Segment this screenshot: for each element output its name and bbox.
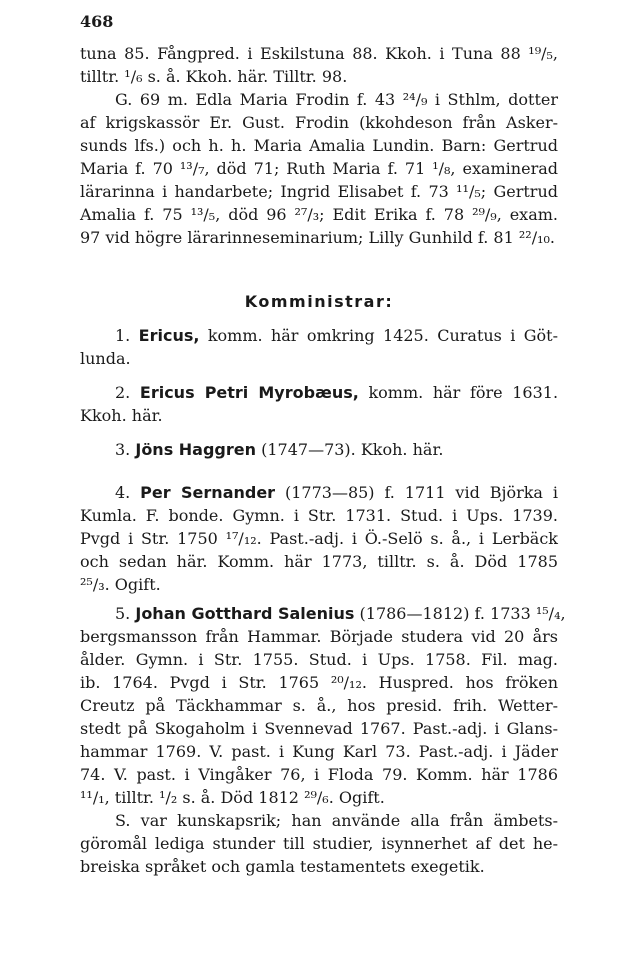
entry-4 (80, 481, 558, 596)
text-line: ²⁵/₃. Ogift. (80, 575, 161, 594)
entry-text: komm. här omkring 1425. Curatus i Göt- (207, 326, 559, 345)
text-line: tilltr. ¹/₆ s. å. Kkoh. här. Tilltr. 98. (80, 67, 348, 86)
text-line: Creutz på Täckhammar s. å., hos presid. frih. Wetter- (80, 696, 558, 715)
text-line (80, 438, 558, 461)
paragraph-tuna (80, 42, 558, 88)
entry-number: 2. (115, 383, 131, 402)
text-line: tuna 85. Fångpred. i Eskilstuna 88. Kkoh. i Tuna 88 ¹⁹/₅, (80, 44, 558, 63)
text-line: S. var kunskapsrik; han använde alla från ämbets- (115, 811, 558, 830)
paragraph-closing (80, 809, 558, 878)
text-line: bergsmansson från Hammar. Började studera vid 20 års (80, 627, 558, 646)
text-line: breiska språket och gamla testamentets exegetik. (80, 857, 485, 876)
entry-name: Ericus Petri Myrobæus, (139, 383, 359, 402)
entry-number: 3. (115, 440, 131, 459)
text-line: lärarinna i handarbete; Ingrid Elisabet f. 73 ¹¹/₅; Gertrud (80, 182, 558, 201)
text-line: Maria f. 70 ¹³/₇, död 71; Ruth Maria f. 71 ¹/₈, examinerad (80, 159, 558, 178)
text-line: Amalia f. 75 ¹³/₅, död 96 ²⁷/₃; Edit Erika f. 78 ²⁹/₉, exam. (80, 205, 558, 224)
section-heading: Komministrar: (244, 292, 394, 311)
entry-text: komm. här före 1631. (368, 383, 559, 402)
text-line: och sedan här. Komm. här 1773, tilltr. s. å. Död 1785 (80, 552, 558, 571)
entry-number: 5. (115, 604, 131, 623)
entry-name: Johan Gotthard Salenius (135, 604, 355, 623)
text-line: 97 vid högre lärarinneseminarium; Lilly Gunhild f. 81 ²²/₁₀. (80, 228, 555, 247)
text-line: ¹¹/₁, tilltr. ¹/₂ s. å. Död 1812 ²⁹/₆. Ogift. (80, 788, 385, 807)
text-line (80, 481, 558, 504)
text-line: hammar 1769. V. past. i Kung Karl 73. Past.-adj. i Jäder (80, 742, 558, 761)
entry-3 (80, 438, 558, 461)
page-number: 468 (80, 12, 114, 31)
text-line: stedt på Skogaholm i Svennevad 1767. Past.-adj. i Glans- (80, 719, 558, 738)
paragraph-family (80, 88, 558, 249)
text-line: ib. 1764. Pvgd i Str. 1765 ²⁰/₁₂. Huspred. hos fröken (80, 673, 558, 692)
text-line: lunda. (80, 349, 131, 368)
entry-name: Per Sernander (140, 483, 276, 502)
text-line: af krigskassör Er. Gust. Frodin (kkohdeson från Asker- (80, 113, 558, 132)
text-line (80, 381, 558, 404)
entry-text: (1747—73). Kkoh. här. (261, 440, 444, 459)
text-line: ålder. Gymn. i Str. 1755. Stud. i Ups. 1758. Fil. mag. (80, 650, 558, 669)
entry-2 (80, 381, 558, 427)
entry-number: 1. (115, 326, 131, 345)
text-line (80, 602, 566, 625)
entry-text: (1786—1812) f. 1733 ¹⁵/₄, (359, 604, 566, 623)
entry-name: Ericus, (138, 326, 200, 345)
entry-number: 4. (115, 483, 131, 502)
text-line (80, 324, 558, 347)
text-line: Pvgd i Str. 1750 ¹⁷/₁₂. Past.-adj. i Ö.-Selö s. å., i Lerbäck (80, 529, 558, 548)
text-line: Kkoh. här. (80, 406, 163, 425)
entry-1 (80, 324, 558, 370)
entry-5 (80, 602, 566, 809)
text-line: G. 69 m. Edla Maria Frodin f. 43 ²⁴/₉ i Sthlm, dotter (115, 90, 558, 109)
entry-text: (1773—85) f. 1711 vid Björka i (284, 483, 558, 502)
entry-name: Jöns Haggren (135, 440, 257, 459)
text-line: göromål lediga stunder till studier, isynnerhet af det he- (80, 834, 558, 853)
text-line: Kumla. F. bonde. Gymn. i Str. 1731. Stud. i Ups. 1739. (80, 506, 558, 525)
text-line: 74. V. past. i Vingåker 76, i Floda 79. Komm. här 1786 (80, 765, 558, 784)
text-line: sunds lfs.) och h. h. Maria Amalia Lundin. Barn: Gertrud (80, 136, 558, 155)
